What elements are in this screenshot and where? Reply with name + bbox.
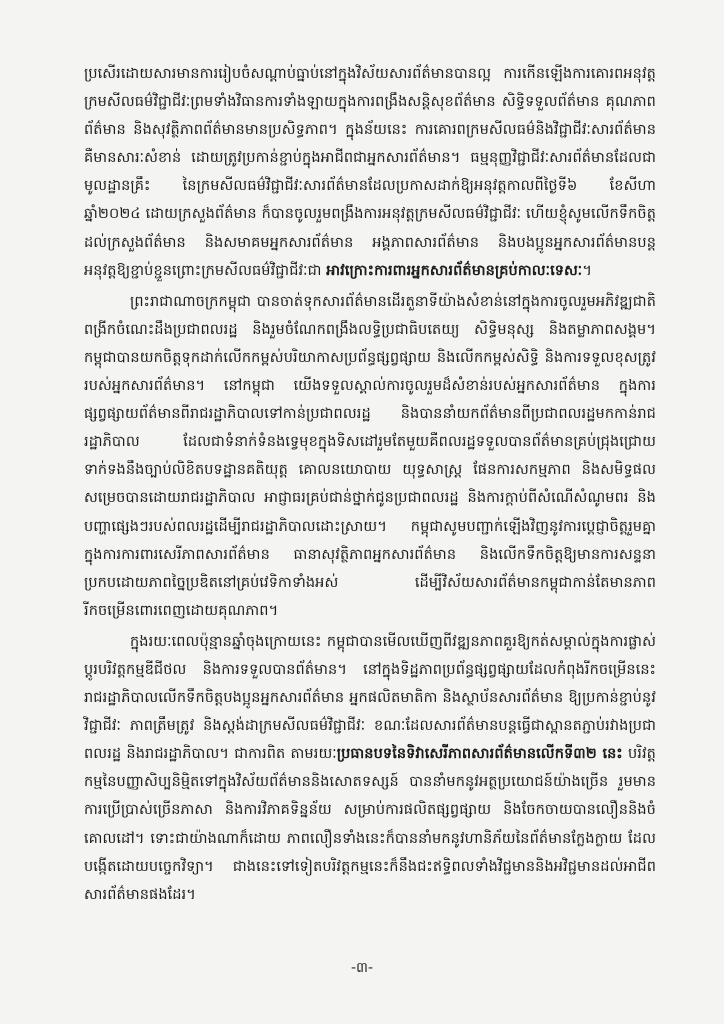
body-text: បរិវត្តកម្មនៃបញ្ញាសិប្បនិម្មិតទៅក្នុងវិស័យព័ត៌មាននិងសោតទស្សន៍ បាននាំមកនូវអត្ថប្រយោជន៍យ៉ាងច្រើន រួមមានការប្រើប្រាស់ច្រើនភាសា និងការវិភាគទិន្នន័យ សម្រាប់ការផលិតផ្សព្វផ្សាយ និងចែកចាយបានលឿននិងចំគោលដៅ។ ទោះជាយ៉ាងណាក៏ដោយ ភាពលឿនទាំងនេះក៏បាននាំមកនូវហានិភ័យនៃព័ត៌មានក្លែងក្លាយ ដែលបង្កើតដោយបច្ចេកវិទ្យា។ ជាងនេះទៅទៀតបរិវត្តកម្មនេះក៏នឹងជះឥទ្ធិពលទាំងវិជ្ជមាននិងអវិជ្ជមានដល់អាជីពសារព័ត៌មានផងដែរ។ [84, 746, 656, 903]
page-number: -៣- [350, 960, 374, 976]
document-body [84, 60, 656, 909]
body-text: ក្នុងរយៈពេលប៉ុន្មានឆ្នាំចុងក្រោយនេះ កម្ពុជាបានមើលឃើញពីវឌ្ឍនភាពគួរឱ្យកត់សម្គាល់ក្នុងការផ្លាស់ប្តូរបរិវត្តកម្មឌីជីថល និងការទទួលបានព័ត៌មាន។ នៅក្នុងទិដ្ឋភាពប្រព័ន្ធផ្សព្វផ្សាយដែលកំពុងរីកចម្រើននេះ រាជរដ្ឋាភិបាលលើកទឹកចិត្តបងប្អូនអ្នកសារព័ត៌មាន អ្នកផលិតមាតិកា និងស្ថាប័នសារព័ត៌មាន ឱ្យប្រកាន់ខ្ជាប់នូវវិជ្ជាជីវៈ ភាពត្រឹមត្រូវ និងស្តង់ដាក្រមសីលធម៌វិជ្ជាជីវៈ ខណៈដែលសារព័ត៌មានបន្តធ្វើជាស្ពានតភ្ជាប់រវាងប្រជាពលរដ្ឋ និងរាជរដ្ឋាភិបាល។ ជាការពិត តាមរយៈ [84, 633, 656, 763]
paragraph [84, 628, 656, 909]
body-text: ។ [582, 262, 592, 279]
paragraph [84, 60, 656, 285]
paragraph [84, 288, 656, 625]
bold-text: អាវក្រោះការពារអ្នកសារព័ត៌មានគ្រប់កាលៈទេសៈ [326, 262, 583, 279]
body-text: ព្រះរាជាណាចក្រកម្ពុជា បានចាត់ទុកសារព័ត៌មានដើរតួនាទីយ៉ាងសំខាន់នៅក្នុងការចូលរួមអភិវឌ្ឍជាតិ ពង្រីកចំណេះដឹងប្រជាពលរដ្ឋ និងរួមចំណែកពង្រឹងលទ្ធិប្រជាធិបតេយ្យ សិទ្ធិមនុស្ស និងតម្លាភាពសង្គម។ កម្ពុជាបានយកចិត្តទុកដាក់លើកកម្ពស់បរិយាកាសប្រព័ន្ធផ្សព្វផ្សាយ និងលើកកម្ពស់សិទ្ធិ និងការទទួលខុសត្រូវរបស់អ្នកសារព័ត៌មាន។ នៅកម្ពុជា យើងទទួលស្គាល់ការចូលរួមដ៏សំខាន់របស់អ្នកសារព័ត៌មាន ក្នុងការផ្សព្វផ្សាយព័ត៌មានពីរាជរដ្ឋាភិបាលទៅកាន់ប្រជាពលរដ្ឋ និងបាននាំយកព័ត៌មានពីប្រជាពលរដ្ឋមកកាន់រាជរដ្ឋាភិបាល ដែលជាទំនាក់ទំនងទ្វេមុខក្នុងទិសដៅរួមតែមួយគឺពលរដ្ឋទទួលបានព័ត៌មានគ្រប់ជ្រុងជ្រោយទាក់ទងនឹងច្បាប់លិខិតបទដ្ឋានគតិយុត្ត គោលនយោបាយ យុទ្ធសាស្ត្រ ផែនការសកម្មភាព និងសមិទ្ធផលសម្រេចបានដោយរាជរដ្ឋាភិបាល អាជ្ញាធរគ្រប់ជាន់ថ្នាក់ជូនប្រជាពលរដ្ឋ និងការក្តាប់ពីសំណើសំណូមពរ និងបញ្ហាផ្សេងៗរបស់ពលរដ្ឋដើម្បីរាជរដ្ឋាភិបាលដោះស្រាយ។ កម្ពុជាសូមបញ្ជាក់ឡើងវិញនូវការប្តេជ្ញាចិត្តរួមគ្នា ក្នុងការការពារសេរីភាពសារព័ត៌មាន ធានាសុវត្ថិភាពអ្នកសារព័ត៌មាន និងលើកទឹកចិត្តឱ្យមានការសន្ទនាប្រកបដោយភាពច្នៃប្រឌិតនៅគ្រប់វេទិកាទាំងអស់ ដើម្បីវិស័យសារព័ត៌មានកម្ពុជាកាន់តែមានភាពរីកចម្រើនពោរពេញដោយគុណភាព។ [84, 293, 656, 619]
bold-text: ប្រធានបទនៃទិវាសេរីភាពសារព័ត៌មានលើកទី៣២ នេះ [336, 746, 623, 763]
body-text: ប្រសើរដោយសារមានការរៀបចំសណ្តាប់ធ្នាប់នៅក្នុងវិស័យសារព័ត៌មានបានល្អ ការកើនឡើងការគោរពអនុវត្តក្រមសីលធម៌វិជ្ជាជីវៈព្រមទាំងវិធានការទាំងឡាយក្នុងការពង្រឹងសន្តិសុខព័ត៌មាន សិទ្ធិទទួលព័ត៌មាន គុណភាពព័ត៌មាន និងសុវត្ថិភាពព័ត៌មានមានប្រសិទ្ធភាព។ ក្នុងន័យនេះ ការគោរពក្រមសីលធម៌និងវិជ្ជាជីវៈសារព័ត៌មាន គឺមានសារៈសំខាន់ ដោយត្រូវប្រកាន់ខ្ជាប់ក្នុងអាជីពជាអ្នកសារព័ត៌មាន។ ធម្មនុញ្ញវិជ្ជាជីវៈសារព័ត៌មានដែលជាមូលដ្ឋានគ្រឹះ នៃក្រមសីលធម៌វិជ្ជាជីវៈសារព័ត៌មានដែលប្រកាសដាក់ឱ្យអនុវត្តកាលពីថ្ងៃទី៦ ខែសីហា ឆ្នាំ២០២៤ ដោយក្រសួងព័ត៌មាន ក៏បានចូលរួមពង្រឹងការអនុវត្តក្រមសីលធម៌វិជ្ជាជីវៈ ហើយខ្ញុំសូមលើកទឹកចិត្តដល់ក្រសួងព័ត៌មាន និងសមាគមអ្នកសារព័ត៌មាន អង្គភាពសារព័ត៌មាន និងបងប្អូនអ្នកសារព័ត៌មានបន្តអនុវត្តឱ្យខ្ជាប់ខ្ជួនព្រោះក្រមសីលធម៌វិជ្ជាជីវៈជា [84, 66, 656, 279]
